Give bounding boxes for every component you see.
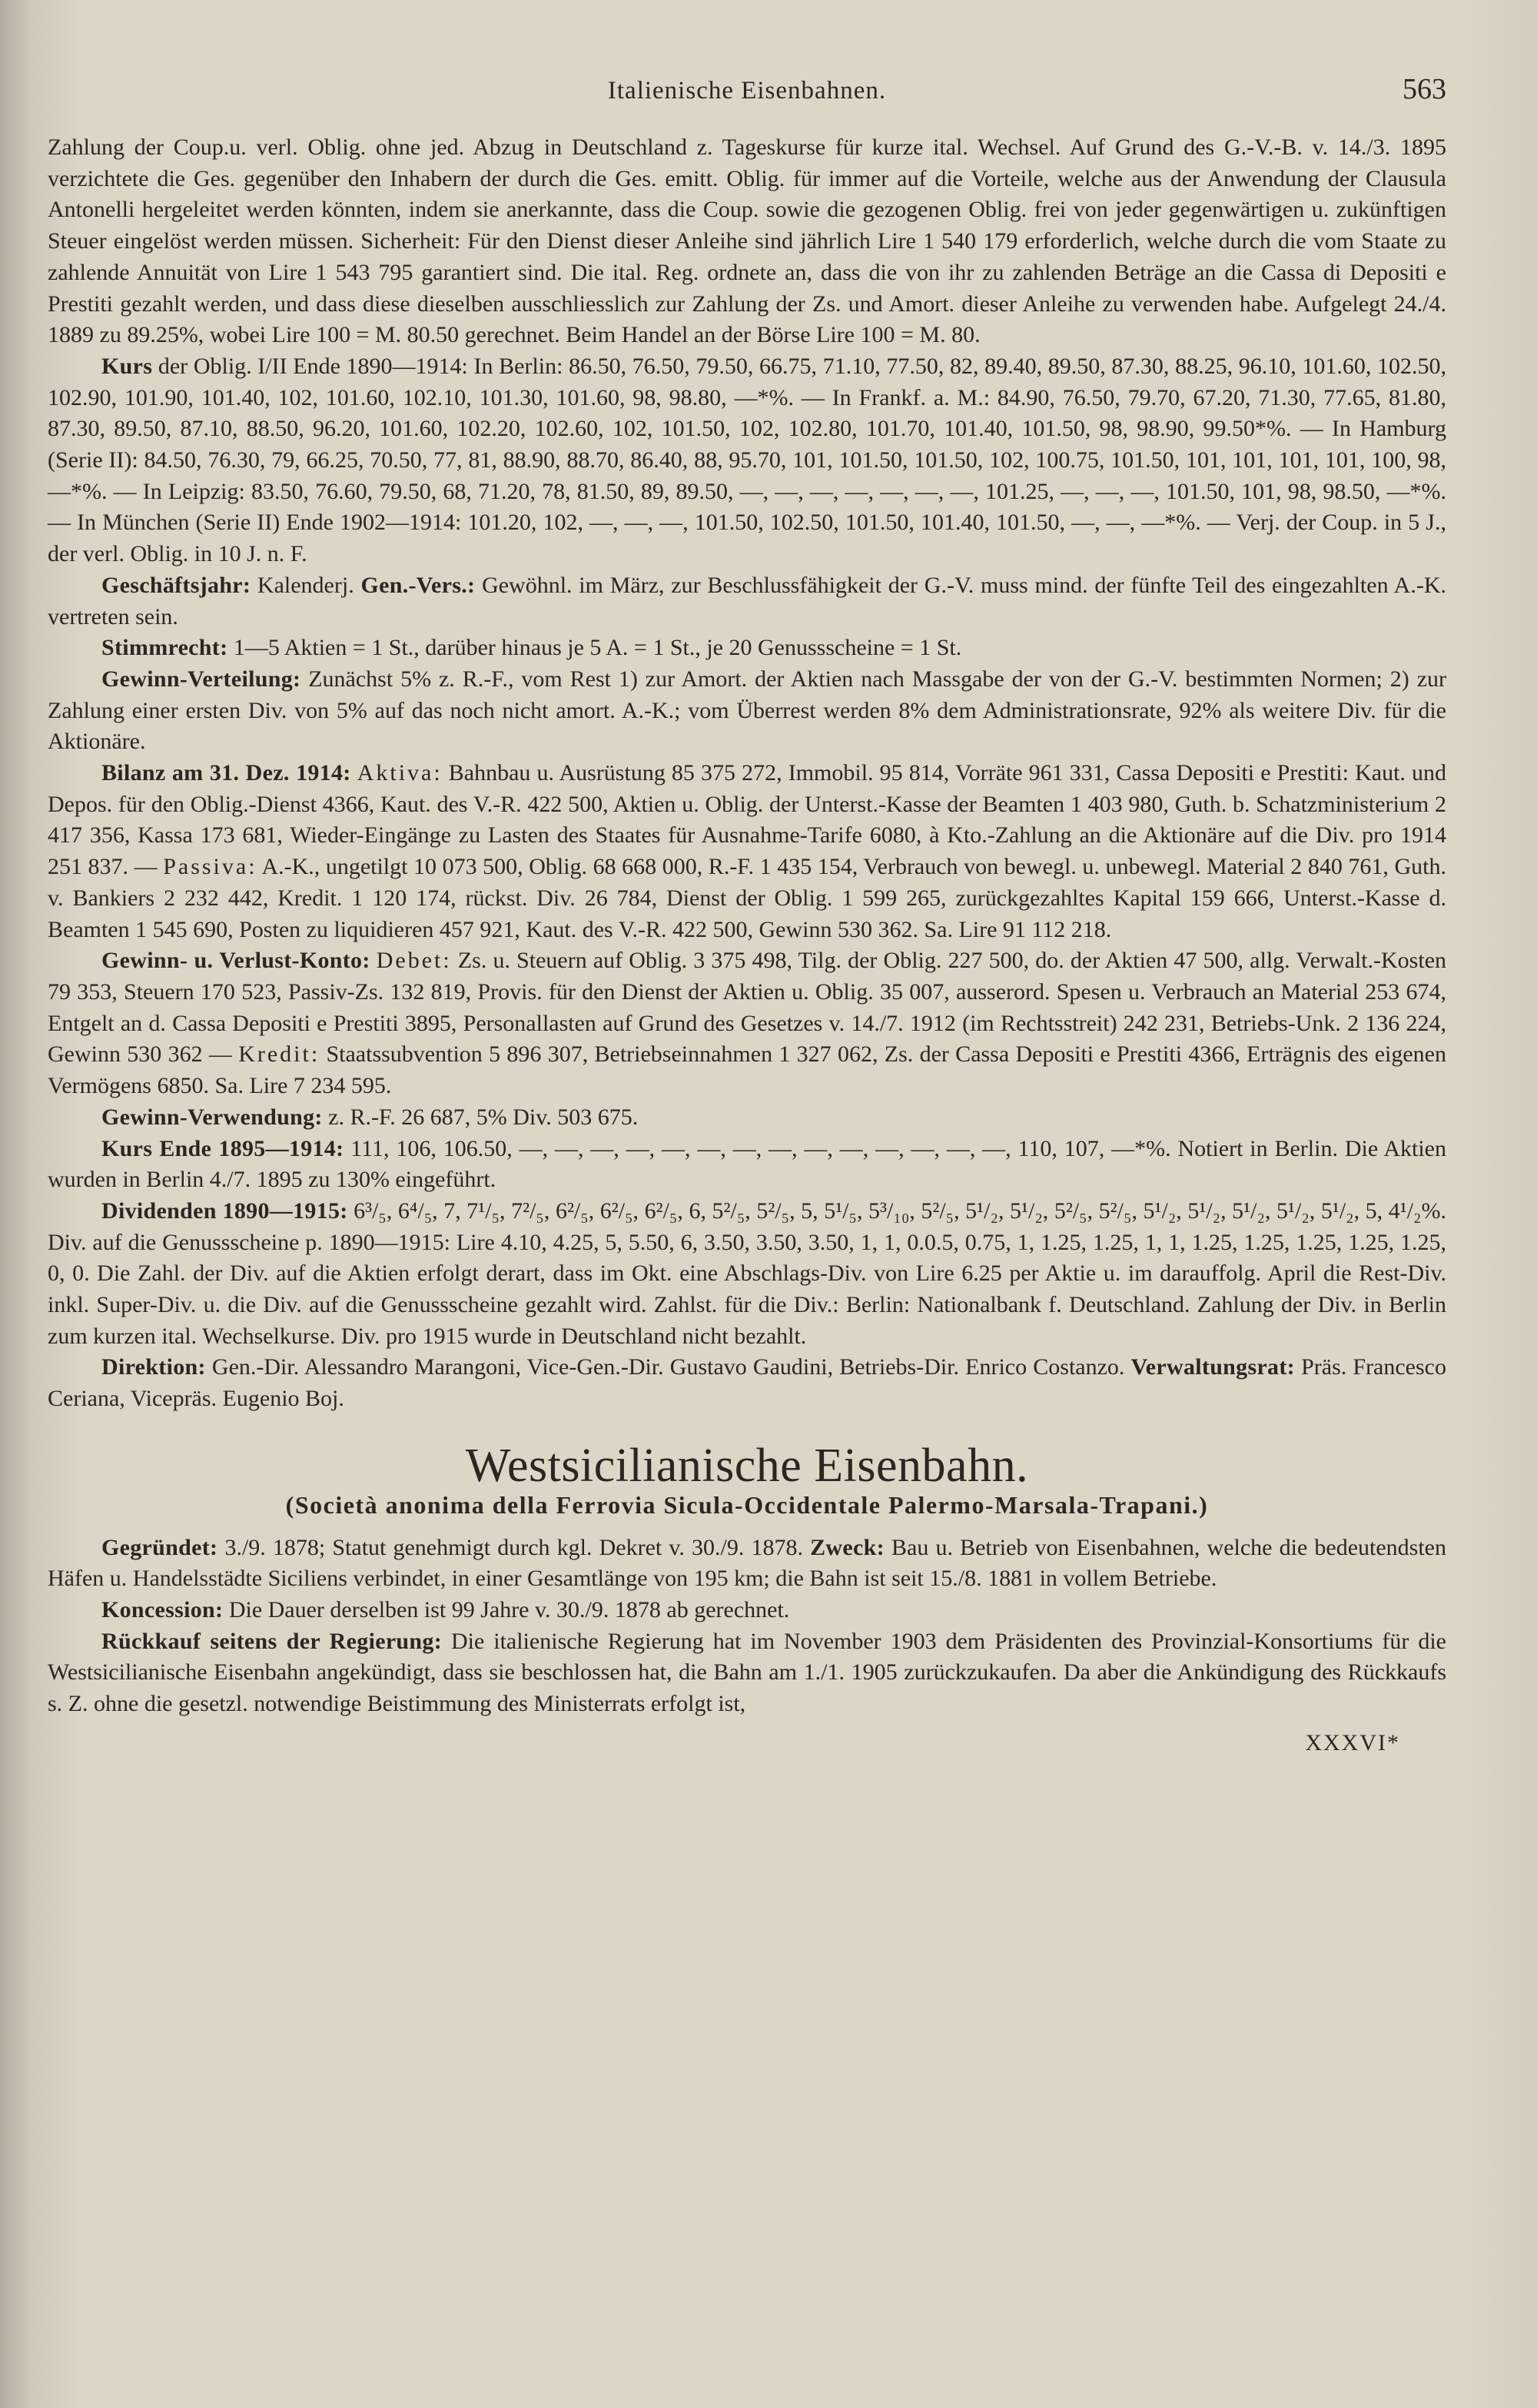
paragraph-kurs-ende (48, 1134, 1446, 1196)
paragraph-gewinn-verwendung (48, 1102, 1446, 1134)
gewinn-verwendung-text: z. R.-F. 26 687, 5% Div. 503 675. (322, 1104, 639, 1130)
verwaltungsrat-text: Präs. Francesco Ceriana, Vicepräs. Eugenio Boj. (48, 1354, 1446, 1412)
kurs-ende-label: Kurs Ende 1895—1914: (101, 1135, 344, 1161)
stimmrecht-label: Stimmrecht: (101, 635, 228, 661)
kurs-text: der Oblig. I/II Ende 1890—1914: In Berlin: 86.50, 76.50, 79.50, 66.75, 71.10, 77.50, 82, 89.40, 89.50, 87.30, 88.25, 96.10, 101.60, 102.50, 102.90, 101.90, 101.40, 102, 101.60, 102.10, 101.30, 101.60, 98, 98.80, —*%. — In Frankf. a. M.: 84.90, 76.50, 79.70, 67.20, 71.30, 77.65, 81.80, 87.30, 89.50, 87.10, 88.50, 96.20, 101.60, 102.20, 102.60, 102, 101.50, 102, 102.80, 101.70, 101.40, 101.50, 98, 98.90, 99.50*%. — In Hamburg (Serie II): 84.50, 76.30, 79, 66.25, 70.50, 77, 81, 88.90, 88.70, 86.40, 88, 95.70, 101, 101.50, 101.50, 102, 100.75, 101.50, 101, 101, 101, 101, 100, 98, —*%. — In Leipzig: 83.50, 76.60, 79.50, 68, 71.20, 78, 81.50, 89, 89.50, —, —, —, —, —, —, —, 101.25, —, —, —, 101.50, 101, 98, 98.50, —*%. — In München (Serie II) Ende 1902—1914: 101.20, 102, —, —, —, 101.50, 102.50, 101.50, 101.40, 101.50, —, —, —*%. — Verj. der Coup. in 5 J., der verl. Oblig. in 10 J. n. F. (48, 353, 1446, 567)
kredit-label: Kredit: (238, 1041, 320, 1068)
page-number: 563 (1403, 73, 1446, 105)
running-title: Italienische Eisenbahnen. (607, 77, 887, 105)
gen-vers-text: Gewöhnl. im März, zur Beschlussfähigkeit der G.-V. muss mind. der fünfte Teil des eingezahlten A.-K. vertreten sein. (48, 572, 1446, 629)
debet-text: Zs. u. Steuern auf Oblig. 3 375 498, Tilg. der Oblig. 227 500, do. der Aktien 47 500, allg. Verwalt.-Kosten 79 353, Steuern 170 523, Passiv-Zs. 132 819, Provis. für den Dienst der Aktien u. Oblig. 35 007, ausserord. Spesen u. Verbrauch an Material 253 674, Entgelt an d. Cassa Depositi e Prestiti 3895, Personallasten auf Grund des Gesetzes v. 14./7. 1912 (im Rechtsstreit) 242 231, Betriebs-Unk. 2 136 224, Gewinn 530 362 — (48, 948, 1447, 1068)
paragraph-oblig-terms: Zahlung der Coup.u. verl. Oblig. ohne jed. Abzug in Deutschland z. Tageskurse für kurze ital. Wechsel. Auf Grund des G.-V.-B. v. 14./3. 1895 verzichtete die Ges. gegenüber den Inhabern der durch die Ges. emitt. Oblig. für immer auf die Vorteile, welche aus der Anwendung der Clausula Antonelli hergeleitet werden könnten, indem sie anerkannte, dass die Coup. sowie die gezogenen Oblig. frei von jeder gegenwärtigen u. zukünftigen Steuer eingelöst werden müssen. Sicherheit: Für den Dienst dieser Anleihe sind jährlich Lire 1 540 179 erforderlich, welche durch die vom Staate zu zahlende Annuität von Lire 1 543 795 garantiert sind. Die ital. Reg. ordnete an, dass die von ihr zu zahlenden Beträge an die Cassa di Depositi e Prestiti gezahlt werden, und dass diese dieselben ausschliesslich zur Zahlung der Zs. und Amort. dieser Anleihe zu verwenden habe. Aufgelegt 24./4. 1889 zu 89.25%, wobei Lire 100 = M. 80.50 gerechnet. Beim Handel an der Börse Lire 100 = M. 80. (48, 135, 1446, 348)
bilanz-label: Bilanz am 31. Dez. 1914: (101, 760, 351, 786)
koncession-label: Koncession: (101, 1596, 224, 1622)
paragraph-gewinn-verteilung (48, 664, 1446, 758)
direktion-label: Direktion: (101, 1354, 206, 1380)
geschaeftsjahr-label: Geschäftsjahr: (101, 572, 251, 598)
signature-mark: XXXVI* (1305, 1729, 1400, 1755)
kurs-label: Kurs (101, 353, 153, 379)
paragraph-gegruendet (48, 1533, 1446, 1595)
rueckkauf-label: Rückkauf seitens der Regierung: (101, 1628, 442, 1654)
geschaeftsjahr-text: Kalenderj. (251, 572, 361, 598)
zweck-text: Bau u. Betrieb von Eisenbahnen, welche die bedeutendsten Häfen u. Handelsstädte Siciliens verbindet, in einer Gesamtlänge von 195 km; die Bahn ist seit 15./8. 1881 in vollem Betriebe. (48, 1534, 1446, 1592)
kurs-ende-text: 111, 106, 106.50, —, —, —, —, —, —, —, —, —, —, —, —, —, —, 110, 107, —*%. Notiert in Berlin. Die Aktien wurden in Berlin 4./7. 1895 zu 130% eingeführt. (48, 1135, 1446, 1193)
paragraph-direktion (48, 1352, 1446, 1414)
paragraph-gewinn-verlust (48, 945, 1446, 1102)
paragraph-kurs-oblig (48, 351, 1446, 570)
rueckkauf-text: Die italienische Regierung hat im November 1903 dem Präsidenten des Provinzial-Konsortiums für die Westsicilianische Eisenbahn angekündigt, dass sie beschlossen hat, die Bahn am 1./1. 1905 zurückzukaufen. Da aber die Ankündigung des Rückkaufs s. Z. ohne die gesetzl. notwendige Beistimmung des Ministerrats erfolgt ist, (48, 1628, 1447, 1717)
gewinn-verlust-label: Gewinn- u. Verlust-Konto: (101, 948, 370, 974)
verwaltungsrat-label: Verwaltungsrat: (1130, 1354, 1295, 1380)
bilanz-aktiva-text: Bahnbau u. Ausrüstung 85 375 272, Immobil. 95 814, Vorräte 961 331, Cassa Depositi e Prestiti: Kaut. und Depos. für den Oblig.-Dienst 4366, Kaut. des V.-R. 422 500, Aktien u. Oblig. der Unterst.-Kasse der Beamten 1 403 980, Guth. b. Schatzministerium 2 417 356, Kassa 173 681, Wieder-Eingänge zu Lasten des Staates für Ausnahme-Tarife 6080, à Kto.-Zahlung an die Aktionäre auf die Div. pro 1914 251 837. — (48, 760, 1447, 880)
paragraph-geschaeftsjahr (48, 570, 1446, 633)
direktion-text: Gen.-Dir. Alessandro Marangoni, Vice-Gen.-Dir. Gustavo Gaudini, Betriebs-Dir. Enrico Costanzo. (205, 1354, 1131, 1380)
stimmrecht-text: 1—5 Aktien = 1 St., darüber hinaus je 5 A. = 1 St., je 20 Genussscheine = 1 St. (227, 635, 962, 661)
dividenden-text: 6³/₅, 6⁴/₅, 7, 7¹/₅, 7²/₅, 6²/₅, 6²/₅, 6²/₅, 6, 5²/₅, 5²/₅, 5, 5¹/₅, 5³/₁₀, 5²/₅, 5¹/₂, 5¹/₂, 5²/₅, 5²/₅, 5¹/₂, 5¹/₂, 5¹/₂, 5¹/₂, 5¹/₂, 5, 4¹/₂%. Div. auf die Genussscheine p. 1890—1915: Lire 4.10, 4.25, 5, 5.50, 6, 3.50, 3.50, 3.50, 1, 1, 0.0.5, 0.75, 1, 1.25, 1.25, 1, 1, 1.25, 1.25, 1.25, 1.25, 1.25, 0, 0. Die Zahl. der Div. auf die Aktien erfolgt derart, dass im Okt. eine Abschlags-Div. von Lire 6.25 per Aktie u. im darauffolg. April die Rest-Div. inkl. Super-Div. u. die Div. auf die Genussscheine gezahlt wird. Zahlst. für die Div.: Berlin: Nationalbank f. Deutschland. Zahlung der Div. in Berlin zum kurzen ital. Wechselkurse. Div. pro 1915 wurde in Deutschland nicht bezahlt. (48, 1197, 1446, 1349)
paragraph-stimmrecht (48, 633, 1446, 664)
bilanz-passiva-text: A.-K., ungetilgt 10 073 500, Oblig. 68 668 000, R.-F. 1 435 154, Verbrauch von bewegl. u. unbewegl. Material 2 840 761, Guth. v. Bankiers 2 232 442, Kredit. 1 120 174, rückst. Div. 26 784, Dienst der Oblig. 1 599 265, zurückgezahltes Kapital 159 666, Unterst.-Kasse d. Beamten 1 545 690, Posten zu liquidieren 457 921, Kaut. des V.-R. 422 500, Gewinn 530 362. Sa. Lire 91 112 218. (48, 854, 1446, 942)
gewinn-verteilung-label: Gewinn-Verteilung: (101, 666, 301, 692)
paragraph-rueckkauf (48, 1626, 1446, 1720)
gegruendet-label: Gegründet: (101, 1534, 218, 1560)
gewinn-verwendung-label: Gewinn-Verwendung: (101, 1104, 323, 1130)
zweck-label: Zweck: (810, 1534, 885, 1560)
paragraph-koncession (48, 1595, 1446, 1626)
gewinn-verteilung-text: Zunächst 5% z. R.-F., vom Rest 1) zur Amort. der Aktien nach Massgabe der von der G.-V. bestimmten Normen; 2) zur Zahlung einer ersten Div. von 5% auf das noch nicht amort. A.-K.; vom Überrest werden 8% dem Administrationsrate, 92% als weitere Div. für die Aktionäre. (48, 666, 1446, 755)
gen-vers-label: Gen.-Vers.: (360, 572, 476, 598)
paragraph-dividenden (48, 1196, 1446, 1353)
dividenden-label: Dividenden 1890—1915: (101, 1197, 348, 1224)
paragraph-bilanz (48, 758, 1446, 945)
gegruendet-text: 3./9. 1878; Statut genehmigt durch kgl. Dekret v. 30./9. 1878. (217, 1534, 811, 1560)
debet-label: Debet: (376, 948, 452, 974)
kredit-text: Staatssubvention 5 896 307, Betriebseinnahmen 1 327 062, Zs. der Cassa Depositi e Prestiti 4366, Erträgnis des eigenen Vermögens 6850. Sa. Lire 7 234 595. (48, 1041, 1446, 1099)
section-title: Westsicilianische Eisenbahn. (465, 1439, 1029, 1492)
passiva-label: Passiva: (163, 854, 257, 880)
running-head (48, 71, 1446, 117)
section-subtitle: (Società anonima della Ferrovia Sicula-Occidentale Palermo-Marsala-Trapani.) (285, 1490, 1209, 1519)
aktiva-label: Aktiva: (357, 760, 443, 786)
koncession-text: Die Dauer derselben ist 99 Jahre v. 30./9. 1878 ab gerechnet. (223, 1596, 790, 1622)
body-text (48, 132, 1446, 1759)
